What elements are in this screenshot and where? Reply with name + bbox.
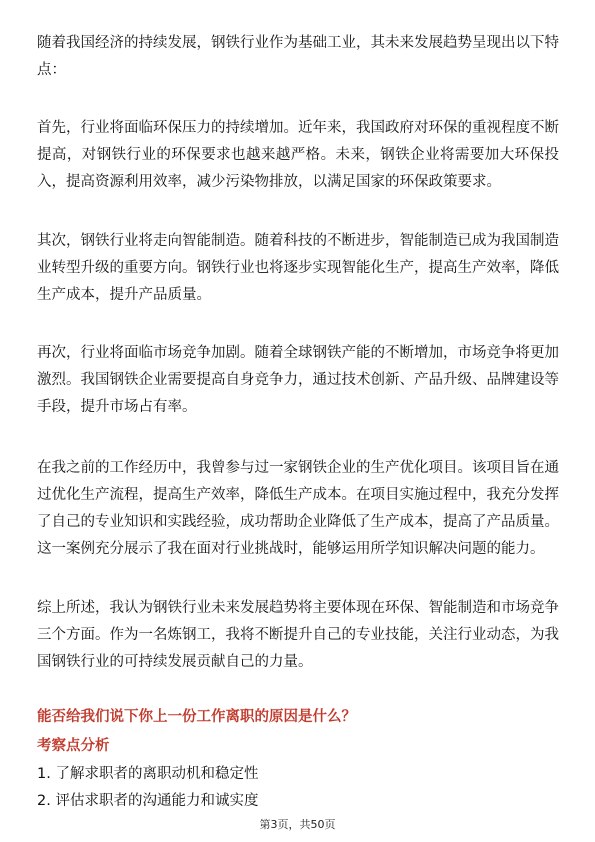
interview-question: 能否给我们说下你上一份工作离职的原因是什么？ — [37, 709, 356, 725]
text-line: 随着我国经济的持续发展，钢铁行业作为基础工业，其未来发展趋势呈现出以下特 — [37, 35, 559, 51]
text-line: 入，提高资源利用效率，减少污染物排放，以满足国家的环保政策要求。 — [37, 174, 501, 190]
text-line: 手段，提升市场占有率。 — [37, 399, 197, 415]
text-line: 提高，对钢铁行业的环保要求也越来越严格。未来，钢铁企业将需要加大环保投 — [37, 147, 559, 163]
text-line: 综上所述，我认为钢铁行业未来发展趋势将主要体现在环保、智能制造和市场竞争 — [37, 600, 559, 616]
text-line: 点： — [37, 62, 66, 78]
paragraph-work-experience — [37, 455, 559, 563]
paragraph-summary — [37, 595, 559, 676]
paragraph-market-competition — [37, 340, 559, 421]
text-line: 业转型升级的重要方向。钢铁行业也将逐步实现智能化生产，提高生产效率，降低 — [37, 260, 559, 276]
text-line: 生产成本，提升产品质量。 — [37, 287, 211, 303]
paragraph-environmental — [37, 115, 559, 196]
text-line: 这一案例充分展示了我在面对行业挑战时，能够运用所学知识解决问题的能力。 — [37, 541, 545, 557]
paragraph-smart-manufacturing — [37, 228, 559, 309]
text-line: 在我之前的工作经历中，我曾参与过一家钢铁企业的生产优化项目。该项目旨在通 — [37, 460, 559, 476]
text-line: 激烈。我国钢铁企业需要提高自身竞争力，通过技术创新、产品升级、品牌建设等 — [37, 372, 559, 388]
analysis-item: 1. 了解求职者的离职动机和稳定性 — [37, 766, 259, 782]
text-line: 三个方面。作为一名炼钢工，我将不断提升自己的专业技能，关注行业动态，为我 — [37, 627, 559, 643]
text-line: 首先，行业将面临环保压力的持续增加。近年来，我国政府对环保的重视程度不断 — [37, 120, 559, 136]
text-line: 过优化生产流程，提高生产效率，降低生产成本。在项目实施过程中，我充分发挥 — [37, 487, 559, 503]
text-line: 国钢铁行业的可持续发展贡献自己的力量。 — [37, 654, 313, 670]
text-line: 了自己的专业知识和实践经验，成功帮助企业降低了生产成本，提高了产品质量。 — [37, 514, 559, 530]
text-line: 再次，行业将面临市场竞争加剧。随着全球钢铁产能的不断增加，市场竞争将更加 — [37, 345, 559, 361]
analysis-heading: 考察点分析 — [37, 738, 110, 754]
intro-paragraph — [37, 30, 559, 84]
text-line: 其次，钢铁行业将走向智能制造。随着科技的不断进步，智能制造已成为我国制造 — [37, 233, 559, 249]
page-number: 第3页，共50页 — [259, 818, 336, 831]
analysis-item: 2. 评估求职者的沟通能力和诚实度 — [37, 793, 259, 809]
